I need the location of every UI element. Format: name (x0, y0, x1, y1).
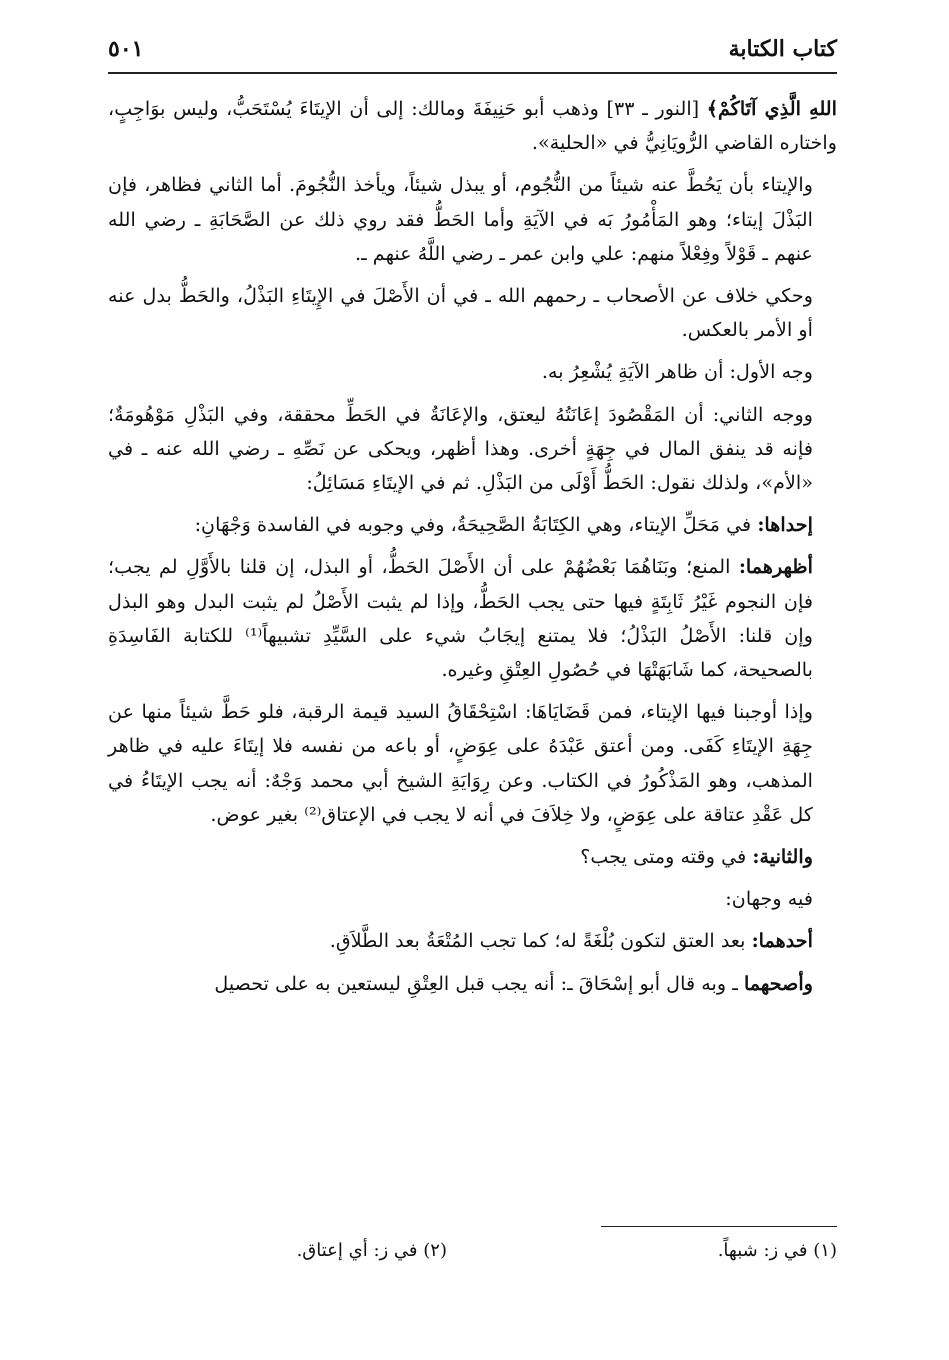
page-header (108, 32, 837, 74)
main-text (108, 92, 837, 1009)
paragraph-lead: اللهِ الَّذِي آتَاكُمْ﴾ (706, 97, 837, 120)
paragraph-lead: والثانية: (752, 845, 813, 869)
paragraph-text: والإيتاء بأن يَحُطَّ عنه شيئاً من النُّجُوم، أو يبذل شيئاً، ويأخذ النُّجُومَ. أما الثاني فظاهر، فإن البَذْلَ إيتاء؛ وهو المَأْمُورُ بَه في الآيَةِ وأما الحَطُّ فقد روي ذلك عن الصَّحَابَةِ ـ رضي الله عنهم ـ قَوْلاً وفِعْلاً منهم: علي وابن عمر ـ رضي اللَّهُ عنهم ـ. (108, 173, 813, 265)
paragraph-text: بعد العتق لتكون بُلْغَةً له؛ كما تجب المُتْعَةُ بعد الطَّلاَقِ. (329, 929, 752, 953)
paragraph (108, 168, 837, 271)
paragraph-text: ـ وبه قال أبو إسْحَاقَ ـ: أنه يجب قبل العِتْقِ ليستعين به على تحصيل (214, 971, 744, 995)
book-section-title: كتاب الكتابة (728, 36, 837, 62)
paragraph-text: في وقته ومتى يجب؟ (580, 845, 753, 869)
paragraph-text: [النور ـ ٣٣] وذهب أبو حَنِيفَةَ ومالك: إلى أن الإيتَاءَ يُسْتَحَبُّ، وليس بوَاجِبٍ، واختاره القاضي الرُّويَانِيُّ في «الحلية». (108, 97, 837, 155)
paragraph (108, 840, 837, 874)
paragraph (108, 695, 837, 832)
paragraph (108, 355, 837, 389)
paragraph-text: فيه وجهان: (725, 887, 813, 911)
paragraph-lead: وأصحهما (743, 971, 813, 995)
paragraph (108, 279, 837, 347)
footnote (297, 1236, 447, 1266)
paragraph (108, 882, 837, 916)
paragraph-text: وجه الأول: أن ظاهر الآيَةِ يُشْعِرُ به. (541, 360, 813, 384)
paragraph (108, 92, 837, 160)
footnote-divider (601, 1226, 837, 1227)
paragraph (108, 967, 837, 1001)
paragraph-text: في مَحَلِّ الإيتاء، وهي الكِتَابَةُ الصَّحِيحَةُ، وفي وجوبه في الفاسدة وَجْهَانِ: (194, 513, 758, 537)
paragraph-text: ووجه الثاني: أن المَقْصُودَ إعَانَتُهُ ليعتق، والإعَانَةُ في الحَطِّ محققة، وفي البَذْلِ مَوْهُومَةٌ؛ فإنه قد ينفق المال في جِهَةٍ أخرى. وهذا أظهر، ويحكى عن نَصِّهِ ـ رضي الله عنه ـ في «الأم»، ولذلك نقول: الحَطُّ أَوْلَى من البَذْلِ. ثم في الإيتَاءِ مَسَائِلُ: (108, 402, 813, 495)
paragraph-text: وإذا أوجبنا فيها الإيتاء، فمن قَضَايَاهَا: اسْتِحْقَاقُ السيد قيمة الرقبة، فلو حَطَّ شيئاً منها عن جِهَةِ الإيتَاءِ كَفَى. ومن أعتق عَبْدَهُ على عِوَضٍ، أو باعه من نفسه فلا إيتَاءَ عليه في ظاهر المذهب، وهو المَذْكُورُ في الكتاب. وعن رِوَايَةِ الشيخ أبي محمد وَجْهٌ: أنه يجب الإيتَاءُ في كل عَقْدِ عتاقة على عِوَضٍ، ولا خِلاَفَ في أنه لا يجب في الإعتاق⁽²⁾ بغير عوض. (108, 700, 813, 826)
paragraph-text: المنع؛ وبَنَاهُمَا بَعْضُهُمْ على أن الأَصْلَ الحَطُّ، أو البذل، إن قلنا بالأَوَّلِ لم يجب؛ فإن النجوم غَيْرُ ثَابِتَةٍ فيها حتى يجب الحَطُّ، وإذا لم يثبت الأَصْلُ لم يثبت البدل وهو البذل وإن قلنا: الأَصْلُ البَذْلُ؛ فلا يمتنع إيجَابُ شيء على السَّيِّدِ تشبيهاً⁽¹⁾ للكتابة الفَاسِدَةِ بالصحيحة، كما شَابَهَتْهَا في حُصُولِ العِتْقِ وغيره. (108, 555, 813, 682)
paragraph-lead: أظهرهما: (738, 555, 813, 579)
paragraph-text: وحكي خلاف عن الأصحاب ـ رحمهم الله ـ في أن الأَصْلَ في الإِيتَاءِ البَذْلُ، والحَطُّ بدل عنه أو الأمر بالعكس. (108, 284, 813, 342)
footnote-marker: (٢) (423, 1240, 447, 1261)
paragraph-lead: إحداها: (757, 513, 813, 537)
footnote-marker: (١) (813, 1240, 837, 1261)
footnote (718, 1236, 837, 1266)
footnote-text: في ز: أي إعتاق. (296, 1240, 418, 1261)
paragraph (108, 924, 837, 958)
paragraph-lead: أحدهما: (751, 929, 813, 953)
footnote-text: في ز: شبهاً. (717, 1240, 808, 1261)
page-number: ٥٠١ (108, 36, 144, 62)
paragraph (108, 550, 837, 687)
paragraph (108, 508, 837, 542)
paragraph (108, 398, 837, 501)
